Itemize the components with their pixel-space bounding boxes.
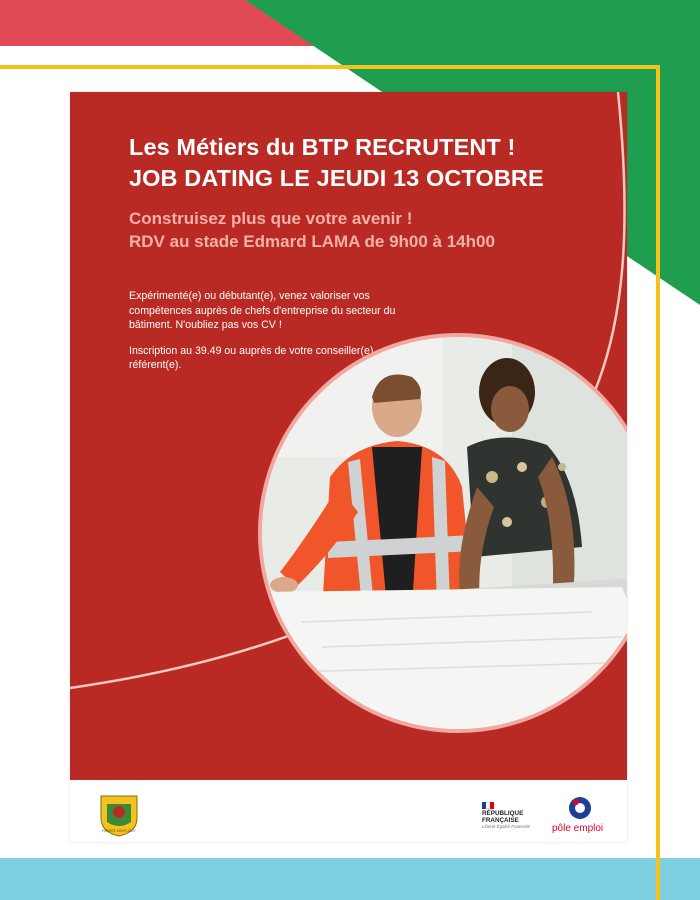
pole-emploi-text: pôle emploi [552,823,604,834]
body-paragraph-2: Inscription au 39.49 ou auprès de votre conseiller(e) référent(e). [129,344,374,371]
rf-line-2: FRANÇAISE [482,816,519,824]
title-line-2: JOB DATING LE JEUDI 13 OCTOBRE [129,165,544,191]
title-line-1: Les Métiers du BTP RECRUTENT ! [129,134,516,160]
job-dating-poster [70,92,627,842]
french-flag-icon [482,802,494,809]
crest-label: REMIRE MONTJOLY [102,829,136,833]
rf-motto: Liberté Égalité Fraternité [482,824,531,830]
poster-title [129,132,544,194]
body-paragraph-1: Expérimenté(e) ou débutant(e), venez valoriser vos compétences auprès de chefs d'entreprise du secteur du bâtiment. N'oubliez pas vos CV ! [129,290,396,331]
poster-red-panel [70,92,627,780]
republique-francaise-logo [482,802,542,830]
pole-emploi-logo-icon [568,796,592,820]
subtitle-line-2: RDV au stade Edmard LAMA de 9h00 à 14h00 [129,232,495,251]
rf-line-1: RÉPUBLIQUE [482,810,524,817]
poster-subtitle [129,207,495,253]
poster-footer [70,780,627,842]
subtitle-line-1: Construisez plus que votre avenir ! [129,209,413,228]
